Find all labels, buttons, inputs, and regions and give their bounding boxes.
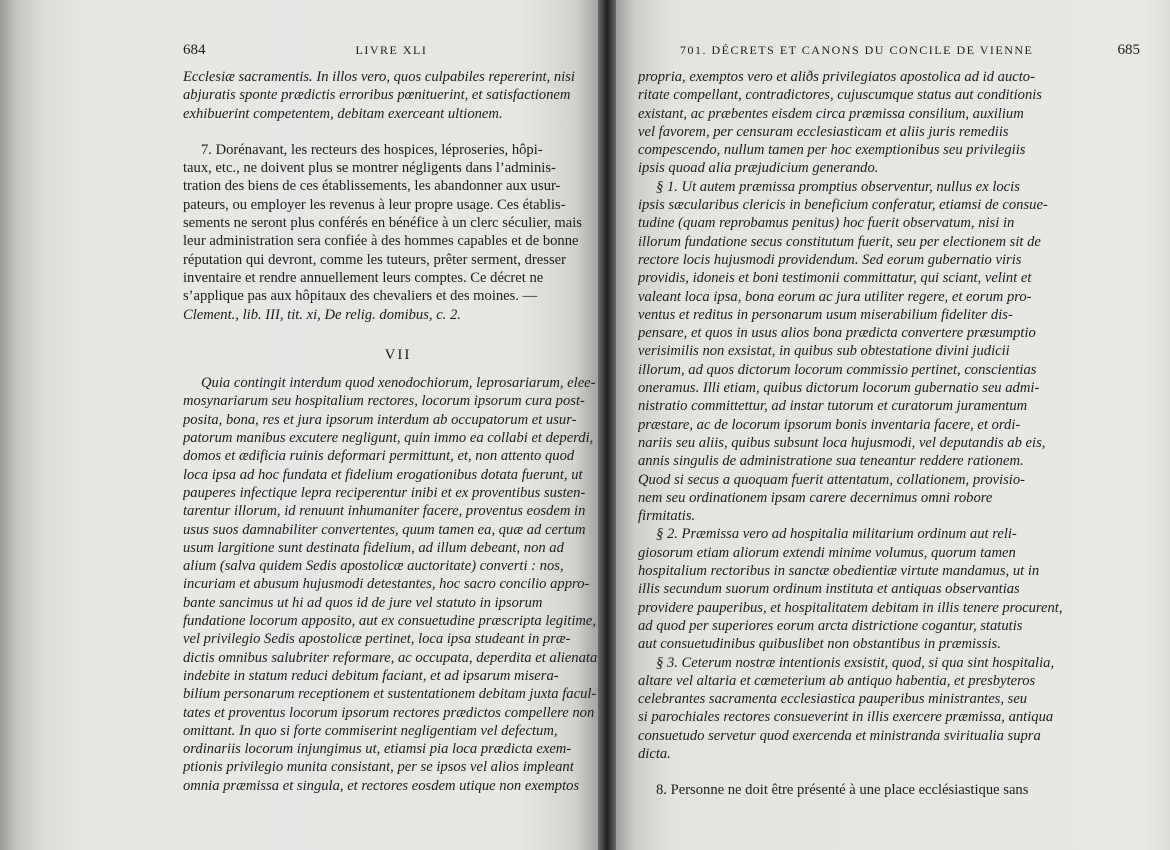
text-line: nariis seu aliis, quibus subsunt loca hujusmodi, vel deputandis ab eis, <box>638 434 1046 451</box>
text-line: incuriam et abusum hujusmodi detestantes, hoc sacro concilio appro- <box>183 576 590 593</box>
text-line: ventus et reditus in personarum usum miserabilium fideliter dis- <box>638 306 1013 323</box>
text-line: s’applique pas aux hôpitaux des chevaliers et des moines. — <box>183 288 538 305</box>
text-line: illis secundum suorum ordinum instituta et antiquas observantias <box>638 581 1020 598</box>
text-line: pensare, et quos in usus alios bona prædicta convertere præsumptio <box>638 325 1036 342</box>
text-line: Clement., lib. III, tit. xi, De relig. domibus, c. 2. <box>183 306 461 323</box>
text-line: illorum, ad quos dictorum locorum commissio pertinet, conscientias <box>638 361 1037 378</box>
left-running-head: LIVRE XLI <box>355 43 428 57</box>
text-line: vel favorem, per censuram ecclesiasticam et aliis juris remediis <box>638 123 1009 140</box>
text-line: exhibuerint competentem, debitam exerceant ultionem. <box>183 105 503 122</box>
text-line: 7. Dorénavant, les recteurs des hospices, léproseries, hôpi- <box>201 141 543 158</box>
text-line: si parochiales rectores consueverint in illis exercere præmissa, antiqua <box>638 709 1054 726</box>
text-line: celebrantes sacramenta ecclesiastica pauperibus ministrantes, seu <box>638 691 1028 708</box>
text-line: hospitalium rectoribus in sanctæ obedientiæ virtute mandamus, ut in <box>638 563 1040 580</box>
text-line: tates et proventus locorum ipsorum rectores prædictos compellere non <box>183 704 595 721</box>
text-line: tration des biens de ces établissements, les abandonner aux usur- <box>183 178 561 195</box>
text-line: sements ne seront plus conférés en bénéfice à un clerc séculier, mais <box>183 215 582 232</box>
text-line: omittant. In quo si forte commiserint negligentiam vel defectum, <box>183 722 558 739</box>
text-line: § 3. Ceterum nostræ intentionis exsistit, quod, si qua sint hospitalia, <box>656 654 1055 671</box>
text-line: usum largitione sunt destinata fidelium, ad illum debeant, non ad <box>183 539 564 556</box>
section-2 <box>638 525 1146 653</box>
text-line: Quia contingit interdum quod xenodochiorum, leprosariarum, elee- <box>201 375 596 392</box>
text-line: vel privilegio Sedis apostolicæ pertinet, loca ipsa studeant in præ- <box>183 631 571 648</box>
text-line: domos et ædificia ruinis deformari permittunt, et, non attento quod <box>183 448 575 465</box>
text-line: verisimilis non exsistat, in quibus sub obtestatione divini judicii <box>638 343 1010 360</box>
text-line: taux, etc., ne doivent plus se montrer négligents dans l’adminis- <box>183 160 556 177</box>
text-line: dicta. <box>638 745 671 762</box>
text-line: ipsis sæcularibus clericis in beneficium conferatur, etiamsi de consue- <box>638 197 1048 214</box>
book-gutter <box>598 0 616 850</box>
text-line: nistratio committettur, ad instar tutorum et curatorum juramentum <box>638 398 1028 415</box>
text-line: § 1. Ut autem præmissa promptius observentur, nullus ex locis <box>656 178 1020 195</box>
text-line: inventaire et rendre annuellement leurs comptes. Ce décret ne <box>183 269 544 286</box>
text-line: firmitatis. <box>638 508 696 525</box>
text-line: valeant loca ipsa, bona eorum ac jura utiliter regere, et eorum pro- <box>638 288 1032 305</box>
text-line: Quod si secus a quoquam fuerit attentatum, collationem, provisio- <box>638 471 1025 488</box>
text-line: ptionis privilegio munita consistant, per se ipsos vel alios impleant <box>183 759 574 776</box>
text-line: ipsis quoad alia præjudicium generando. <box>638 160 879 177</box>
text-line: illorum fundatione secus constitutum fuerit, seu per electionem sit de <box>638 233 1041 250</box>
text-line: tarentur illorum, id renuunt inhumaniter facere, proventus eosdem in <box>183 503 586 520</box>
text-line: ordinariis locorum injungimus ut, etiamsi pia loca prædicta exem- <box>183 741 572 758</box>
section-title-vii: VII <box>384 346 412 363</box>
text-line: giosorum etiam aliorum extendi minime volumus, quorum tamen <box>638 544 1016 561</box>
text-line: 8. Personne ne doit être présenté à une place ecclésiastique sans <box>656 782 1029 799</box>
text-line: ritate compellant, contradictores, cujuscumque status aut conditionis <box>638 87 1042 104</box>
text-line: réputation qui devront, comme les tuteurs, prêter serment, dresser <box>183 251 566 268</box>
text-line: indebite in statum reduci debitum faciant, et ad ipsarum misera- <box>183 667 559 684</box>
text-line: posita, bona, res et jura ipsorum interdum ab occupatorum et usur- <box>183 411 577 428</box>
text-line: oneramus. Illi etiam, quibus dictorum locorum gubernatio seu admi- <box>638 380 1040 397</box>
right-page-number: 685 <box>1117 42 1140 58</box>
text-line: loca ipsa ad hoc fundata et fidelium erogationibus dotata fuerunt, ut <box>183 466 583 483</box>
text-line: pateurs, ou employer les revenus à leur propre usage. Ces établis- <box>183 196 566 213</box>
text-line: dictis omnibus salubriter reformare, ac occupata, deperdita et alienata <box>183 649 598 666</box>
text-line: bilium personarum receptionem et sustentationem debitam juxta facul- <box>183 686 597 703</box>
text-line: aut consuetudinibus quibuslibet non obstantibus in præmissis. <box>638 636 1001 653</box>
text-line: consuetudo servetur quod exercenda et ministranda sviritualia supra <box>638 727 1041 744</box>
text-line: propria, exemptos vero et aliðs privilegiatos apostolica ad id aucto- <box>638 69 1035 85</box>
left-latin-continuation <box>183 68 606 123</box>
right-page <box>606 0 1170 850</box>
right-latin-continuation <box>638 68 1146 178</box>
text-line: tudine (quam reprobamus penitus) hoc fuerit observatum, nisi in <box>638 215 1015 232</box>
section-3 <box>638 654 1146 764</box>
paragraph-8 <box>638 781 1146 799</box>
text-line: Ecclesiæ sacramentis. In illos vero, quos culpabiles repererint, nisi <box>183 69 575 85</box>
right-page-header <box>680 42 1140 59</box>
right-running-head: 701. DÉCRETS ET CANONS DU CONCILE DE VIENNE <box>680 43 1034 57</box>
text-line: compescendo, nullum tamen per hoc exemptionibus seu privilegiis <box>638 142 1026 159</box>
text-line: providis, idoneis et boni testimonii committatur, qui sciant, velint et <box>638 270 1032 287</box>
text-line: § 2. Præmissa vero ad hospitalia militarium ordinum aut reli- <box>656 526 1017 543</box>
left-page-body <box>183 68 606 795</box>
paragraph-7 <box>183 141 606 324</box>
section-1 <box>638 178 1146 526</box>
text-line: usus suos damnabiliter convertentes, quum tamen ea, quæ ad certum <box>183 521 586 538</box>
text-line: patorum manibus excutere negligunt, quin immo ea collabi et deperdi, <box>183 430 594 447</box>
left-page-number: 684 <box>183 42 206 58</box>
latin-canon-vii <box>183 374 606 795</box>
text-line: pauperes infectique lepra reciperentur inibi et ex proventibus susten- <box>183 484 586 501</box>
text-line: rectore locis hujusmodi providendum. Sed eorum gubernatio viris <box>638 251 1022 268</box>
text-line: altare vel altaria et cœmeterium ab antiquo habentia, et presbyteros <box>638 672 1036 689</box>
text-line: omnia præmissa et singula, et rectores eosdem utique non exemptos <box>183 777 580 794</box>
text-line: fundatione locorum apposito, aut ex consuetudine præscripta legitime, <box>183 613 597 630</box>
text-line: bante sancimus ut hi ad quos id de jure vel statuto in ipsorum <box>183 594 543 611</box>
text-line: ad quod per superiores eorum arcta districtione cogantur, statutis <box>638 617 1023 634</box>
text-line: præstare, ac de locorum ipsorum bonis inventaria facere, et ordi- <box>638 416 1021 433</box>
text-line: annis singulis de administratione sua teneantur reddere rationem. <box>638 453 1024 470</box>
text-line: mosynariarum seu hospitalium rectores, locorum ipsorum cura post- <box>183 393 585 410</box>
text-line: existant, ac præbentes eisdem circa præmissa consilium, auxilium <box>638 105 1024 122</box>
right-page-body <box>638 68 1146 800</box>
text-line: abjuratis sponte prædictis erroribus pœnituerint, et satisfactionem <box>183 87 571 104</box>
text-line: leur administration sera confiée à des hommes capables et de bonne <box>183 233 579 250</box>
left-page-header <box>183 42 583 59</box>
text-line: providere pauperibus, et hospitalitatem debitam in illis tenere procurent, <box>638 599 1063 616</box>
text-line: alium (salva quidem Sedis apostolicæ auctoritate) converti : nos, <box>183 558 564 575</box>
text-line: nem seu ordinationem ipsam carere decernimus omni robore <box>638 489 993 506</box>
